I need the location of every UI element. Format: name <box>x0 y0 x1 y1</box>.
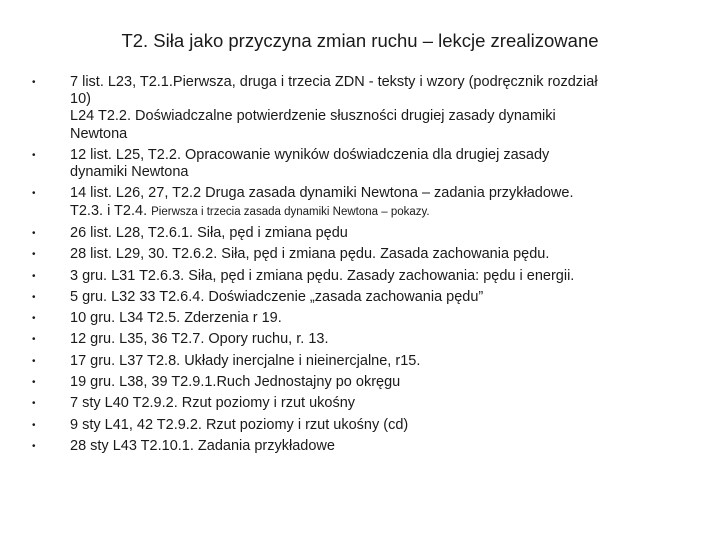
bullet-icon: • <box>32 291 36 303</box>
list-item-line: 7 sty L40 T2.9.2. Rzut poziomy i rzut ukośny <box>70 395 356 412</box>
slide-title: T2. Siła jako przyczyna zmian ruchu – lekcje zrealizowane <box>121 30 599 51</box>
list-item <box>32 331 672 348</box>
bullet-icon: • <box>32 376 36 388</box>
list-item-line: 9 sty L41, 42 T2.9.2. Rzut poziomy i rzut ukośny (cd) <box>70 416 409 433</box>
list-item-line: 14 list. L26, 27, T2.2 Druga zasada dynamiki Newtona – zadania przykładowe. <box>70 185 574 202</box>
list-item-line: 3 gru. L31 T2.6.3. Siła, pęd i zmiana pędu. Zasady zachowania: pędu i energii. <box>70 267 575 284</box>
bullet-icon: • <box>32 149 36 161</box>
bullet-icon: • <box>32 419 36 431</box>
list-item <box>32 289 672 306</box>
list-item-line: 7 list. L23, T2.1.Pierwsza, druga i trzecia ZDN - teksty i wzory (podręcznik rozdział <box>70 74 598 90</box>
bullet-icon: • <box>32 313 36 325</box>
list-item <box>32 268 672 285</box>
list-item <box>32 417 672 434</box>
list-item <box>32 353 672 370</box>
bullet-icon: • <box>32 270 36 282</box>
list-item-line: 5 gru. L32 33 T2.6.4. Doświadczenie „zasada zachowania pędu” <box>70 288 484 305</box>
list-item-line: Newtona <box>70 125 128 142</box>
list-item-note: Pierwsza i trzecia zasada dynamiki Newtona – pokazy. <box>151 205 430 218</box>
list-item <box>32 74 672 143</box>
list-item-line: 12 list. L25, T2.2. Opracowanie wyników doświadczenia dla drugiej zasady <box>70 146 550 163</box>
list-item-line: dynamiki Newtona <box>70 164 189 181</box>
list-item-line: 19 gru. L38, 39 T2.9.1.Ruch Jednostajny po okręgu <box>70 373 401 390</box>
list-item-topic: T2.3. i T2.4. <box>70 202 148 219</box>
list-item <box>32 438 672 455</box>
bullet-icon: • <box>32 355 36 367</box>
list-item <box>32 395 672 412</box>
bullet-icon: • <box>32 440 36 452</box>
lesson-list <box>32 74 672 459</box>
list-item <box>32 225 672 242</box>
bullet-icon: • <box>32 188 36 200</box>
list-item <box>32 246 672 263</box>
list-item-line: 17 gru. L37 T2.8. Układy inercjalne i nieinercjalne, r15. <box>70 352 421 369</box>
bullet-icon: • <box>32 77 36 88</box>
bullet-icon: • <box>32 227 36 239</box>
list-item-line: 26 list. L28, T2.6.1. Siła, pęd i zmiana pędu <box>70 224 348 241</box>
list-item-line: 10 gru. L34 T2.5. Zderzenia r 19. <box>70 310 282 327</box>
list-item-line: 28 sty L43 T2.10.1. Zadania przykładowe <box>70 437 335 454</box>
bullet-icon: • <box>32 334 36 346</box>
list-item-line: 12 gru. L35, 36 T2.7. Opory ruchu, r. 13. <box>70 331 329 348</box>
list-item <box>32 310 672 327</box>
list-item-line <box>70 203 672 221</box>
list-item-line: 28 list. L29, 30. T2.6.2. Siła, pęd i zmiana pędu. Zasada zachowania pędu. <box>70 246 550 263</box>
bullet-icon: • <box>32 398 36 410</box>
list-item <box>32 147 672 181</box>
list-item <box>32 185 672 220</box>
bullet-icon: • <box>32 249 36 261</box>
list-item-line: 10) <box>70 91 91 108</box>
list-item <box>32 374 672 391</box>
list-item-line: L24 T2.2. Doświadczalne potwierdzenie słuszności drugiej zasady dynamiki <box>70 108 556 125</box>
